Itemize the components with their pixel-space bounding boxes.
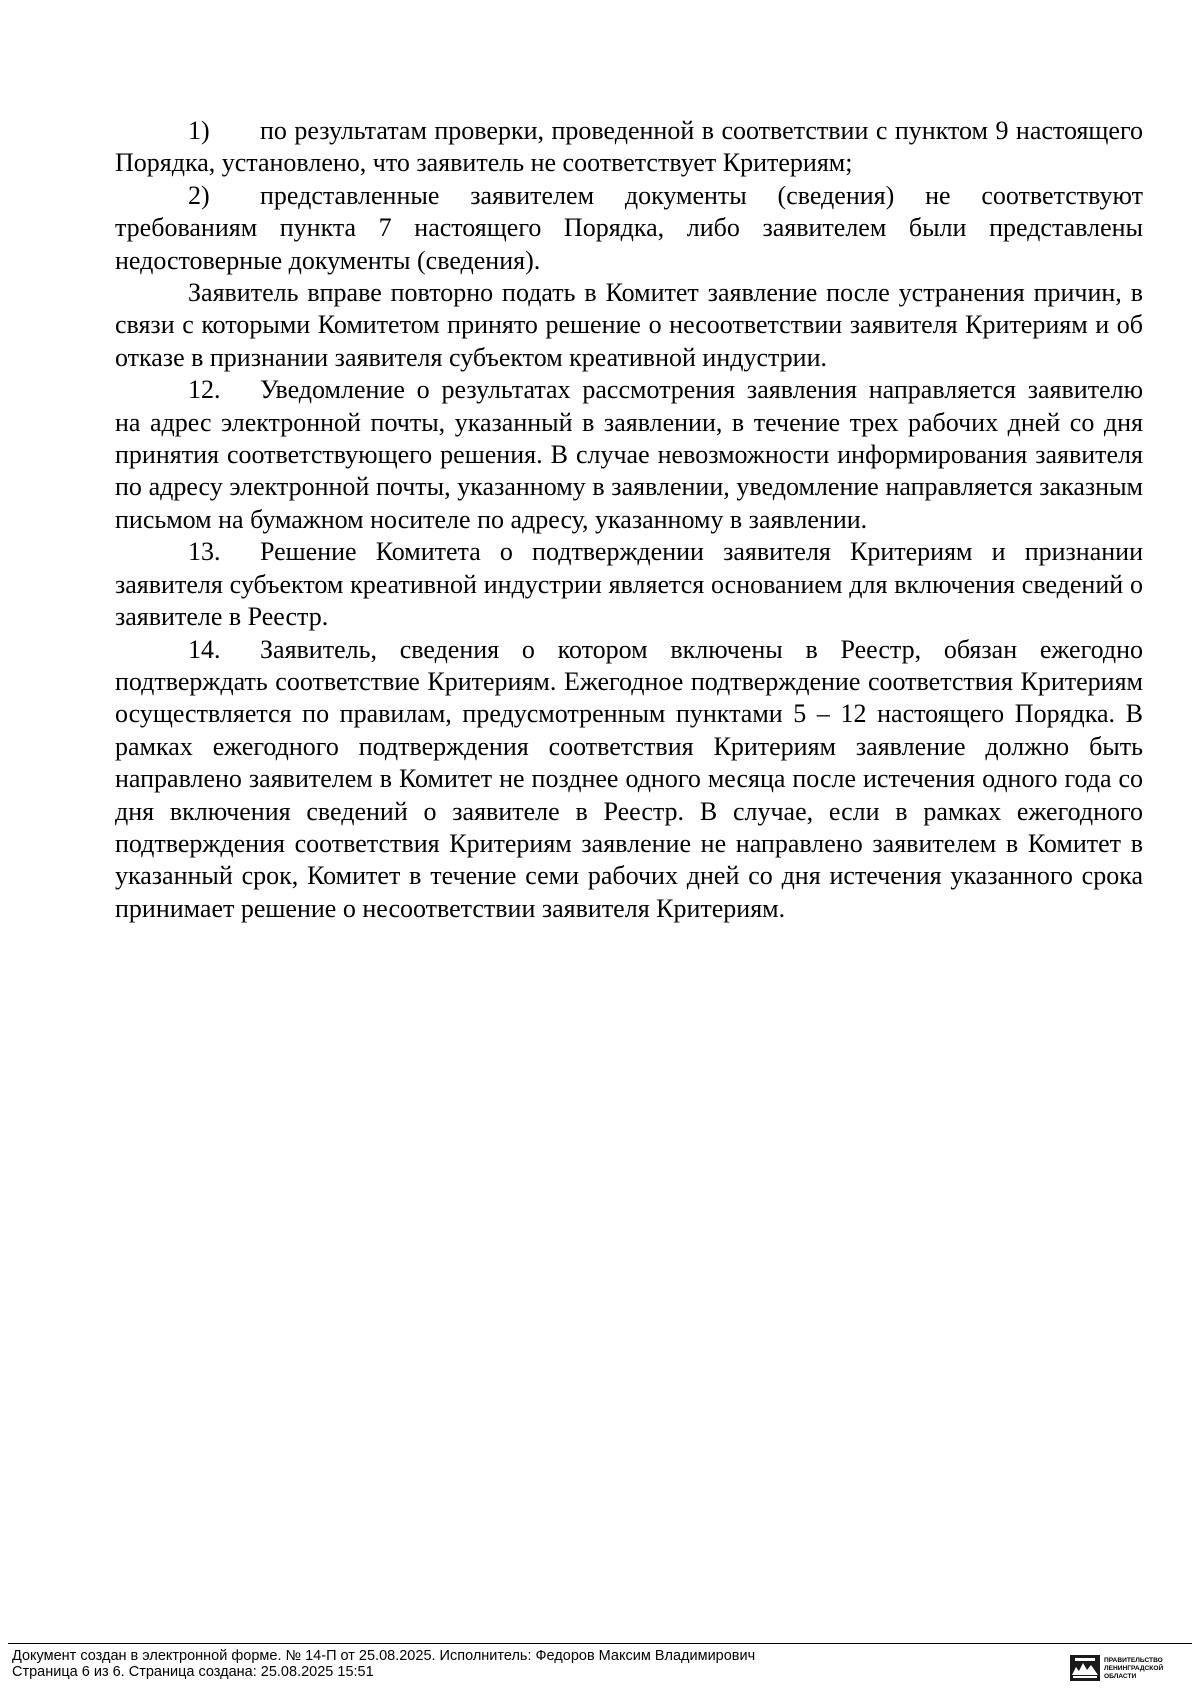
paragraph-text: Заявитель вправе повторно подать в Комитет заявление после устранения причин, в связи с которыми Комитетом принято решение о несоответствии заявителя Критериям и об отказе в признании заявителя субъектом креативной индустрии. [115, 278, 1143, 372]
paragraph-14 [115, 634, 1143, 926]
paragraph-text: Заявитель, сведения о котором включены в Реестр, обязан ежегодно подтверждать соответствие Критериям. Ежегодное подтверждение соответствия Критериям осуществляется по правилам, предусмотренным пунктами 5 – 12 настоящего Порядка. В рамках ежегодного подтверждения соответствия Критериям заявление должно быть направлено заявителем в Комитет не позднее одного месяца после истечения одного года со дня включения сведений о заявителе в Реестр. В случае, если в рамках ежегодного подтверждения соответствия Критериям заявление не направлено заявителем в Комитет в указанный срок, Комитет в течение семи рабочих дней со дня истечения указанного срока принимает решение о несоответствии заявителя Критериям. [115, 634, 1143, 923]
svg-text:ОБЛАСТИ: ОБЛАСТИ [1104, 1673, 1137, 1680]
paragraph-number: 14. [188, 634, 221, 664]
paragraph-text: Уведомление о результатах рассмотрения заявления направляется заявителю на адрес электронной почты, указанный в заявлении, в течение трех рабочих дней со дня принятия соответствующего решения. В случае невозможности информирования заявителя по адресу электронной почты, указанному в заявлении, уведомление направляется заказным письмом на бумажном носителе по адресу, указанному в заявлении. [115, 375, 1143, 534]
svg-text:ПРАВИТЕЛЬСТВО: ПРАВИТЕЛЬСТВО [1104, 1657, 1163, 1664]
paragraph-number: 13. [188, 537, 221, 567]
paragraph-12 [115, 374, 1143, 536]
footer-info [12, 1648, 755, 1680]
paragraph-text: по результатам проверки, проведенной в соответствии с пунктом 9 настоящего Порядка, установлено, что заявитель не соответствует Критериям; [115, 116, 1143, 178]
paragraph-1 [115, 115, 1143, 180]
paragraph-13 [115, 536, 1143, 633]
coat-of-arms-icon [1070, 1655, 1100, 1681]
paragraph-number: 2) [188, 180, 210, 210]
document-body [115, 115, 1143, 925]
page-footer [0, 1643, 1200, 1698]
paragraph-number: 12. [188, 375, 221, 405]
paragraph-reapply [115, 277, 1143, 374]
svg-text:ЛЕНИНГРАДСКОЙ: ЛЕНИНГРАДСКОЙ [1104, 1665, 1164, 1672]
paragraph-number: 1) [188, 116, 210, 145]
footer-divider [8, 1643, 1192, 1644]
logo-wordmark [1104, 1655, 1170, 1683]
footer-document-info: Документ создан в электронной форме. № 14-П от 25.08.2025. Исполнитель: Федоров Максим Владимирович [12, 1648, 756, 1664]
paragraph-2 [115, 180, 1143, 277]
government-logo [1070, 1651, 1170, 1683]
footer-page-info: Страница 6 из 6. Страница создана: 25.08.2025 15:51 [12, 1664, 374, 1680]
paragraph-text: представленные заявителем документы (сведения) не соответствуют требованиям пункта 7 настоящего Порядка, либо заявителем были представлены недостоверные документы (сведения). [115, 180, 1143, 275]
paragraph-text: Решение Комитета о подтверждении заявителя Критериям и признании заявителя субъектом креативной индустрии является основанием для включения сведений о заявителе в Реестр. [115, 537, 1143, 632]
